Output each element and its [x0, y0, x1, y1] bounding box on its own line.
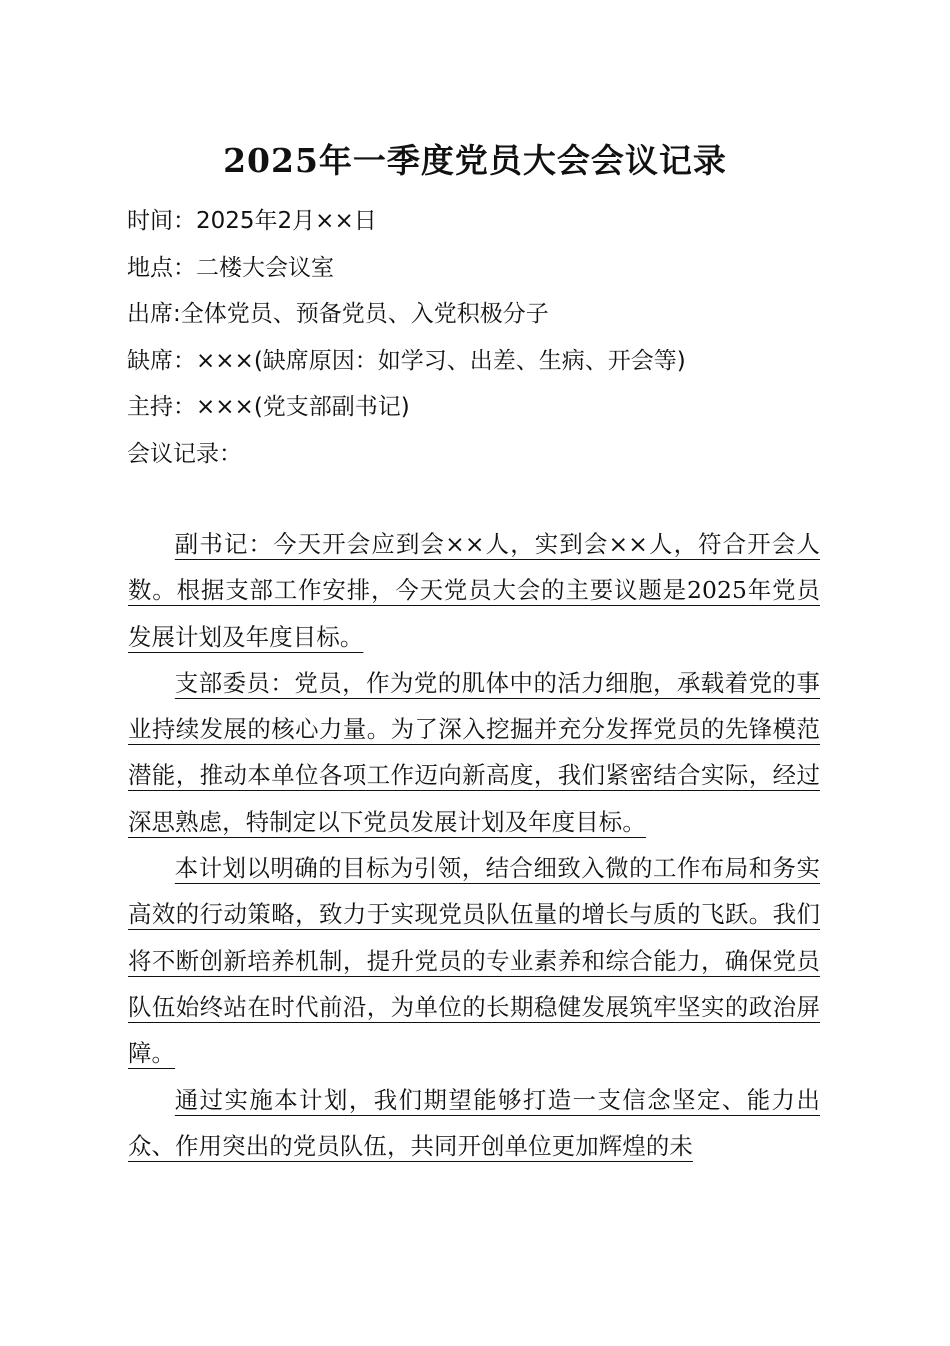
meeting-host: 主持：×××(党支部副书记): [127, 394, 410, 420]
record-paragraph: [128, 845, 820, 1076]
meeting-record-body: [128, 521, 820, 1169]
meeting-record-label: 会议记录：: [127, 440, 242, 467]
record-paragraph-text: 本计划以明确的目标为引领，结合细致入微的工作布局和务实高效的行动策略，致力于实现党员队伍量的增长与质的飞跃。我们将不断创新培养机制，提升党员的专业素养和综合能力，确保党员队伍始终站在时代前沿，为单位的长期稳健发展筑牢坚实的政治屏障。: [128, 854, 820, 1068]
document-title: 2025年一季度党员大会会议记录: [223, 141, 727, 180]
record-paragraph-text: 副书记：今天开会应到会××人，实到会××人，符合开会人数。根据支部工作安排，今天党员大会的主要议题是2025年党员发展计划及年度目标。: [128, 530, 820, 651]
record-paragraph: [128, 660, 820, 845]
meeting-info: [127, 198, 827, 477]
meeting-place: 地点：二楼大会议室: [127, 254, 334, 281]
record-paragraph: [128, 521, 820, 660]
record-paragraph: [128, 1077, 820, 1170]
record-paragraph-text: 通过实施本计划，我们期望能够打造一支信念坚定、能力出众、作用突出的党员队伍，共同开创单位更加辉煌的未: [128, 1085, 820, 1160]
meeting-attendance: 出席:全体党员、预备党员、入党积极分子: [127, 301, 549, 327]
meeting-absence: 缺席：×××(缺席原因：如学习、出差、生病、开会等): [127, 347, 686, 374]
record-paragraph-text: 支部委员：党员，作为党的肌体中的活力细胞，承载着党的事业持续发展的核心力量。为了深入挖掘并充分发挥党员的先锋模范潜能，推动本单位各项工作迈向新高度，我们紧密结合实际，经过深思熟虑，特制定以下党员发展计划及年度目标。: [128, 668, 820, 836]
meeting-time: 时间：2025年2月××日: [127, 208, 377, 234]
